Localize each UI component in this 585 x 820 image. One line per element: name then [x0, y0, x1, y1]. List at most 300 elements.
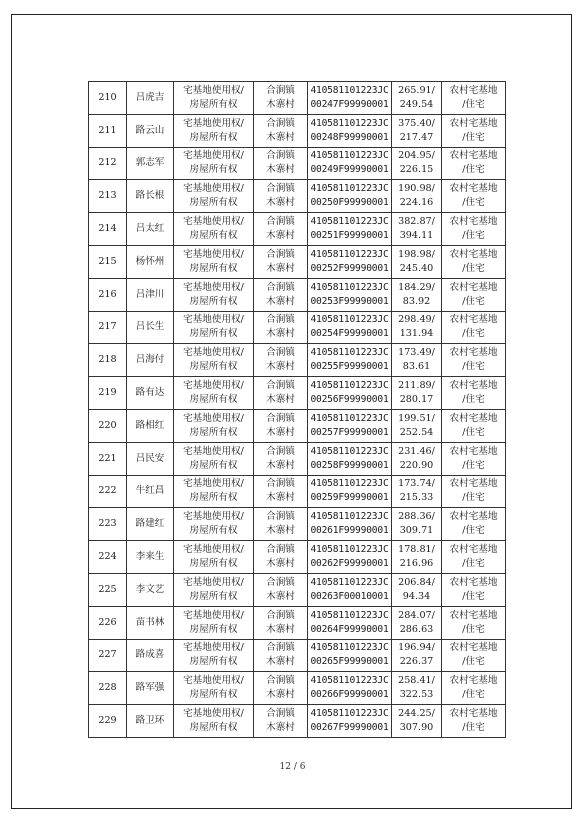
cell-owner-name-text: 路卫环 [135, 715, 165, 727]
cell-location [254, 344, 308, 377]
cell-right-type [174, 442, 254, 475]
cell-area-text: 204.95/ [398, 150, 435, 162]
cell-land-use-text: 农村宅基地 [449, 216, 498, 228]
cell-right-type-text: 宅基地使用权/ [183, 314, 244, 326]
cell-area-text: 224.16 [399, 197, 434, 209]
cell-land-use-text: /住宅 [462, 164, 485, 176]
cell-land-use [442, 147, 506, 180]
cell-number-text: 210 [98, 91, 117, 103]
cell-right-type [174, 672, 254, 705]
cell-location-text: 合涧镇 [266, 576, 295, 588]
cell-owner-name [127, 705, 174, 738]
cell-parcel-code-text: 00255F99990001 [310, 361, 389, 373]
cell-owner-name [127, 573, 174, 606]
cell-parcel-code-text: 00266F99990001 [310, 689, 389, 701]
cell-location [254, 606, 308, 639]
cell-parcel-code-text: 00251F99990001 [310, 230, 389, 242]
cell-owner-name-text: 路军强 [135, 682, 165, 694]
cell-location-text: 木寨村 [266, 722, 295, 734]
cell-location-text: 合涧镇 [266, 708, 295, 720]
cell-location [254, 475, 308, 508]
page-number: 12 / 6 [279, 762, 306, 772]
cell-parcel-code-text: 410581101223JC [310, 445, 389, 457]
cell-area-text: 83.92 [402, 295, 431, 307]
cell-right-type-text: 宅基地使用权/ [183, 84, 244, 96]
table-row [89, 475, 506, 508]
cell-parcel-code [308, 508, 392, 541]
cell-land-use [442, 606, 506, 639]
cell-right-type-text: 房屋所有权 [189, 590, 238, 602]
cell-parcel-code-text: 410581101223JC [310, 609, 389, 621]
cell-parcel-code [308, 180, 392, 213]
cell-owner-name-text: 郭志军 [135, 157, 165, 169]
cell-land-use-text: /住宅 [462, 361, 485, 373]
cell-location-text: 木寨村 [266, 459, 295, 471]
cell-location-text: 木寨村 [266, 361, 295, 373]
cell-right-type [174, 705, 254, 738]
cell-location [254, 541, 308, 574]
cell-parcel-code-text: 410581101223JC [310, 281, 389, 293]
cell-area-text: 258.41/ [398, 675, 435, 687]
cell-owner-name [127, 180, 174, 213]
cell-location-text: 合涧镇 [266, 642, 295, 654]
cell-land-use-text: 农村宅基地 [449, 150, 498, 162]
cell-number [89, 639, 127, 672]
cell-owner-name-text: 吕民安 [135, 452, 165, 464]
cell-land-use-text: /住宅 [462, 295, 485, 307]
cell-parcel-code-text: 00248F99990001 [310, 131, 389, 143]
cell-area-text: 288.36/ [398, 511, 435, 523]
cell-location-text: 合涧镇 [266, 609, 295, 621]
cell-land-use-text: /住宅 [462, 623, 485, 635]
cell-area [392, 213, 442, 246]
cell-area [392, 442, 442, 475]
table-row [89, 114, 506, 147]
cell-number [89, 180, 127, 213]
cell-right-type-text: 房屋所有权 [189, 525, 238, 537]
cell-location-text: 合涧镇 [266, 183, 295, 195]
cell-number-text: 221 [98, 452, 117, 464]
cell-location-text: 木寨村 [266, 131, 295, 143]
cell-number-text: 212 [98, 157, 117, 169]
cell-location-text: 合涧镇 [266, 478, 295, 490]
cell-land-use-text: 农村宅基地 [449, 511, 498, 523]
cell-parcel-code [308, 672, 392, 705]
cell-land-use-text: 农村宅基地 [449, 445, 498, 457]
cell-right-type [174, 147, 254, 180]
cell-parcel-code [308, 606, 392, 639]
cell-parcel-code [308, 541, 392, 574]
cell-land-use-text: 农村宅基地 [449, 675, 498, 687]
cell-number [89, 213, 127, 246]
cell-area [392, 705, 442, 738]
cell-right-type [174, 344, 254, 377]
cell-land-use-text: /住宅 [462, 230, 485, 242]
cell-parcel-code-text: 410581101223JC [310, 380, 389, 392]
cell-parcel-code-text: 00262F99990001 [310, 558, 389, 570]
cell-area-text: 217.47 [399, 131, 434, 143]
cell-owner-name [127, 344, 174, 377]
cell-right-type-text: 宅基地使用权/ [183, 347, 244, 359]
cell-parcel-code-text: 410581101223JC [310, 708, 389, 720]
cell-right-type-text: 房屋所有权 [189, 361, 238, 373]
cell-parcel-code-text: 410581101223JC [310, 183, 389, 195]
cell-right-type-text: 宅基地使用权/ [183, 216, 244, 228]
cell-owner-name-text: 苗书林 [135, 616, 165, 628]
cell-location-text: 合涧镇 [266, 675, 295, 687]
cell-parcel-code [308, 705, 392, 738]
cell-number [89, 245, 127, 278]
cell-land-use-text: /住宅 [462, 262, 485, 274]
cell-location [254, 245, 308, 278]
cell-right-type-text: 房屋所有权 [189, 459, 238, 471]
cell-number-text: 222 [98, 485, 117, 497]
cell-area [392, 377, 442, 410]
cell-parcel-code-text: 00249F99990001 [310, 164, 389, 176]
cell-land-use [442, 180, 506, 213]
cell-land-use [442, 377, 506, 410]
cell-number [89, 82, 127, 115]
cell-land-use-text: /住宅 [462, 656, 485, 668]
cell-parcel-code-text: 410581101223JC [310, 511, 389, 523]
cell-location-text: 木寨村 [266, 328, 295, 340]
cell-owner-name-text: 路有达 [135, 387, 165, 399]
cell-right-type-text: 房屋所有权 [189, 328, 238, 340]
cell-location-text: 合涧镇 [266, 445, 295, 457]
table-row [89, 442, 506, 475]
cell-land-use [442, 213, 506, 246]
cell-area-text: 226.37 [399, 656, 434, 668]
cell-right-type [174, 475, 254, 508]
cell-number-text: 224 [98, 551, 117, 563]
cell-area [392, 606, 442, 639]
cell-number-text: 219 [98, 387, 117, 399]
cell-land-use [442, 639, 506, 672]
cell-right-type-text: 房屋所有权 [189, 722, 238, 734]
cell-parcel-code [308, 377, 392, 410]
cell-right-type-text: 房屋所有权 [189, 394, 238, 406]
cell-area-text: 94.34 [402, 590, 431, 602]
cell-owner-name [127, 377, 174, 410]
cell-land-use-text: /住宅 [462, 394, 485, 406]
cell-owner-name [127, 114, 174, 147]
cell-owner-name [127, 672, 174, 705]
cell-right-type-text: 宅基地使用权/ [183, 675, 244, 687]
cell-land-use [442, 409, 506, 442]
cell-right-type-text: 宅基地使用权/ [183, 478, 244, 490]
cell-location-text: 木寨村 [266, 295, 295, 307]
cell-number [89, 311, 127, 344]
cell-location-text: 合涧镇 [266, 150, 295, 162]
cell-location [254, 573, 308, 606]
cell-land-use-text: 农村宅基地 [449, 281, 498, 293]
cell-number-text: 220 [98, 419, 117, 431]
cell-location [254, 705, 308, 738]
cell-area-text: 382.87/ [398, 216, 435, 228]
cell-area-text: 220.90 [399, 459, 434, 471]
table-row [89, 344, 506, 377]
cell-owner-name-text: 吕太红 [135, 223, 165, 235]
cell-right-type [174, 180, 254, 213]
cell-parcel-code-text: 00252F99990001 [310, 262, 389, 274]
cell-land-use [442, 508, 506, 541]
cell-right-type-text: 宅基地使用权/ [183, 248, 244, 260]
cell-right-type-text: 宅基地使用权/ [183, 281, 244, 293]
cell-right-type-text: 宅基地使用权/ [183, 445, 244, 457]
cell-number-text: 217 [98, 321, 117, 333]
cell-right-type-text: 房屋所有权 [189, 164, 238, 176]
cell-owner-name-text: 路建红 [135, 518, 165, 530]
cell-owner-name-text: 路相红 [135, 419, 165, 431]
cell-parcel-code [308, 409, 392, 442]
table-row [89, 541, 506, 574]
cell-area [392, 245, 442, 278]
cell-area-text: 249.54 [399, 98, 434, 110]
cell-parcel-code [308, 442, 392, 475]
cell-land-use-text: 农村宅基地 [449, 544, 498, 556]
cell-area-text: 215.33 [399, 492, 434, 504]
cell-number [89, 508, 127, 541]
cell-owner-name [127, 475, 174, 508]
cell-parcel-code-text: 00253F99990001 [310, 295, 389, 307]
cell-land-use-text: /住宅 [462, 131, 485, 143]
table-row [89, 311, 506, 344]
table-row [89, 245, 506, 278]
cell-area-text: 173.74/ [398, 478, 435, 490]
cell-parcel-code-text: 410581101223JC [310, 150, 389, 162]
cell-area-text: 284.07/ [398, 609, 435, 621]
cell-owner-name [127, 639, 174, 672]
cell-parcel-code [308, 147, 392, 180]
cell-right-type-text: 房屋所有权 [189, 197, 238, 209]
cell-land-use-text: 农村宅基地 [449, 347, 498, 359]
cell-owner-name [127, 442, 174, 475]
cell-area [392, 82, 442, 115]
cell-right-type [174, 114, 254, 147]
cell-land-use [442, 82, 506, 115]
cell-right-type [174, 82, 254, 115]
cell-owner-name [127, 245, 174, 278]
cell-right-type-text: 宅基地使用权/ [183, 412, 244, 424]
cell-area-text: 286.63 [399, 623, 434, 635]
cell-right-type-text: 房屋所有权 [189, 492, 238, 504]
cell-parcel-code-text: 410581101223JC [310, 347, 389, 359]
cell-parcel-code [308, 573, 392, 606]
cell-land-use-text: /住宅 [462, 558, 485, 570]
table-row [89, 377, 506, 410]
cell-land-use [442, 475, 506, 508]
cell-number-text: 213 [98, 190, 117, 202]
cell-right-type [174, 311, 254, 344]
cell-parcel-code-text: 00257F99990001 [310, 426, 389, 438]
cell-number-text: 229 [98, 715, 117, 727]
cell-number [89, 705, 127, 738]
cell-land-use-text: 农村宅基地 [449, 380, 498, 392]
cell-location-text: 木寨村 [266, 525, 295, 537]
cell-right-type-text: 房屋所有权 [189, 623, 238, 635]
cell-right-type [174, 508, 254, 541]
cell-location-text: 合涧镇 [266, 281, 295, 293]
cell-number [89, 114, 127, 147]
cell-right-type-text: 宅基地使用权/ [183, 544, 244, 556]
cell-area-text: 226.15 [399, 164, 434, 176]
cell-right-type-text: 房屋所有权 [189, 558, 238, 570]
cell-right-type [174, 278, 254, 311]
cell-area-text: 309.71 [399, 525, 434, 537]
cell-parcel-code [308, 213, 392, 246]
cell-area-text: 322.53 [399, 689, 434, 701]
cell-parcel-code [308, 278, 392, 311]
cell-parcel-code [308, 114, 392, 147]
cell-number-text: 211 [98, 124, 117, 136]
cell-right-type [174, 213, 254, 246]
cell-location-text: 木寨村 [266, 558, 295, 570]
cell-number [89, 147, 127, 180]
cell-land-use-text: 农村宅基地 [449, 117, 498, 129]
cell-owner-name-text: 吕海付 [135, 354, 165, 366]
table-row [89, 705, 506, 738]
table-row [89, 213, 506, 246]
cell-location-text: 合涧镇 [266, 347, 295, 359]
cell-area-text: 184.29/ [398, 281, 435, 293]
cell-parcel-code-text: 00250F99990001 [310, 197, 389, 209]
cell-land-use-text: /住宅 [462, 197, 485, 209]
cell-area-text: 280.17 [399, 394, 434, 406]
cell-area-text: 199.51/ [398, 412, 435, 424]
table-row [89, 180, 506, 213]
cell-owner-name-text: 牛红昌 [135, 485, 165, 497]
cell-right-type-text: 房屋所有权 [189, 262, 238, 274]
cell-right-type-text: 宅基地使用权/ [183, 117, 244, 129]
cell-land-use-text: 农村宅基地 [449, 576, 498, 588]
cell-location [254, 442, 308, 475]
cell-owner-name [127, 311, 174, 344]
cell-parcel-code-text: 410581101223JC [310, 216, 389, 228]
cell-location [254, 508, 308, 541]
cell-area [392, 409, 442, 442]
cell-owner-name-text: 路成喜 [135, 649, 165, 661]
cell-parcel-code-text: 00264F99990001 [310, 623, 389, 635]
cell-number [89, 344, 127, 377]
cell-parcel-code [308, 639, 392, 672]
cell-right-type-text: 宅基地使用权/ [183, 708, 244, 720]
cell-right-type-text: 房屋所有权 [189, 98, 238, 110]
cell-number-text: 215 [98, 255, 117, 267]
table-row [89, 508, 506, 541]
cell-parcel-code-text: 410581101223JC [310, 248, 389, 260]
cell-parcel-code-text: 410581101223JC [310, 576, 389, 588]
cell-number [89, 541, 127, 574]
cell-area [392, 311, 442, 344]
cell-area [392, 639, 442, 672]
cell-location-text: 合涧镇 [266, 216, 295, 228]
cell-location-text: 合涧镇 [266, 84, 295, 96]
cell-parcel-code-text: 410581101223JC [310, 478, 389, 490]
cell-land-use [442, 442, 506, 475]
cell-right-type-text: 房屋所有权 [189, 295, 238, 307]
cell-area [392, 278, 442, 311]
cell-number [89, 442, 127, 475]
cell-area [392, 114, 442, 147]
cell-right-type [174, 606, 254, 639]
cell-land-use [442, 541, 506, 574]
cell-location-text: 合涧镇 [266, 380, 295, 392]
cell-area [392, 147, 442, 180]
cell-right-type-text: 宅基地使用权/ [183, 150, 244, 162]
cell-area-text: 245.40 [399, 262, 434, 274]
cell-land-use-text: /住宅 [462, 525, 485, 537]
records-body [89, 82, 506, 738]
cell-parcel-code-text: 00256F99990001 [310, 394, 389, 406]
cell-land-use-text: /住宅 [462, 689, 485, 701]
cell-number [89, 672, 127, 705]
cell-parcel-code-text: 00261F99990001 [310, 525, 389, 537]
cell-land-use [442, 573, 506, 606]
cell-owner-name-text: 杨怀州 [135, 255, 165, 267]
cell-parcel-code-text: 410581101223JC [310, 314, 389, 326]
cell-area [392, 541, 442, 574]
cell-area-text: 307.90 [399, 722, 434, 734]
cell-owner-name-text: 路云山 [135, 124, 165, 136]
cell-area-text: 265.91/ [398, 84, 435, 96]
cell-land-use [442, 705, 506, 738]
cell-area-text: 298.49/ [398, 314, 435, 326]
cell-parcel-code-text: 410581101223JC [310, 675, 389, 687]
cell-right-type-text: 宅基地使用权/ [183, 380, 244, 392]
cell-number [89, 409, 127, 442]
cell-parcel-code [308, 245, 392, 278]
cell-parcel-code-text: 00247F99990001 [310, 98, 389, 110]
cell-land-use-text: /住宅 [462, 459, 485, 471]
cell-location-text: 木寨村 [266, 197, 295, 209]
cell-number [89, 606, 127, 639]
cell-land-use-text: /住宅 [462, 492, 485, 504]
cell-land-use-text: 农村宅基地 [449, 183, 498, 195]
cell-location-text: 木寨村 [266, 164, 295, 176]
cell-owner-name [127, 213, 174, 246]
table-row [89, 278, 506, 311]
cell-location [254, 639, 308, 672]
cell-area [392, 344, 442, 377]
cell-number [89, 573, 127, 606]
cell-area-text: 252.54 [399, 426, 434, 438]
cell-parcel-code-text: 410581101223JC [310, 642, 389, 654]
cell-owner-name [127, 82, 174, 115]
cell-right-type-text: 房屋所有权 [189, 656, 238, 668]
cell-right-type [174, 377, 254, 410]
cell-land-use-text: /住宅 [462, 722, 485, 734]
cell-land-use-text: 农村宅基地 [449, 708, 498, 720]
cell-location [254, 409, 308, 442]
cell-area [392, 475, 442, 508]
cell-area-text: 190.98/ [398, 183, 435, 195]
cell-location [254, 213, 308, 246]
cell-area-text: 196.94/ [398, 642, 435, 654]
cell-location [254, 278, 308, 311]
cell-location [254, 82, 308, 115]
cell-owner-name [127, 541, 174, 574]
cell-right-type-text: 宅基地使用权/ [183, 511, 244, 523]
cell-location-text: 合涧镇 [266, 544, 295, 556]
table-row [89, 573, 506, 606]
cell-location-text: 木寨村 [266, 492, 295, 504]
cell-location-text: 木寨村 [266, 262, 295, 274]
cell-land-use [442, 672, 506, 705]
cell-land-use-text: /住宅 [462, 98, 485, 110]
cell-right-type [174, 639, 254, 672]
cell-land-use [442, 278, 506, 311]
cell-location [254, 377, 308, 410]
